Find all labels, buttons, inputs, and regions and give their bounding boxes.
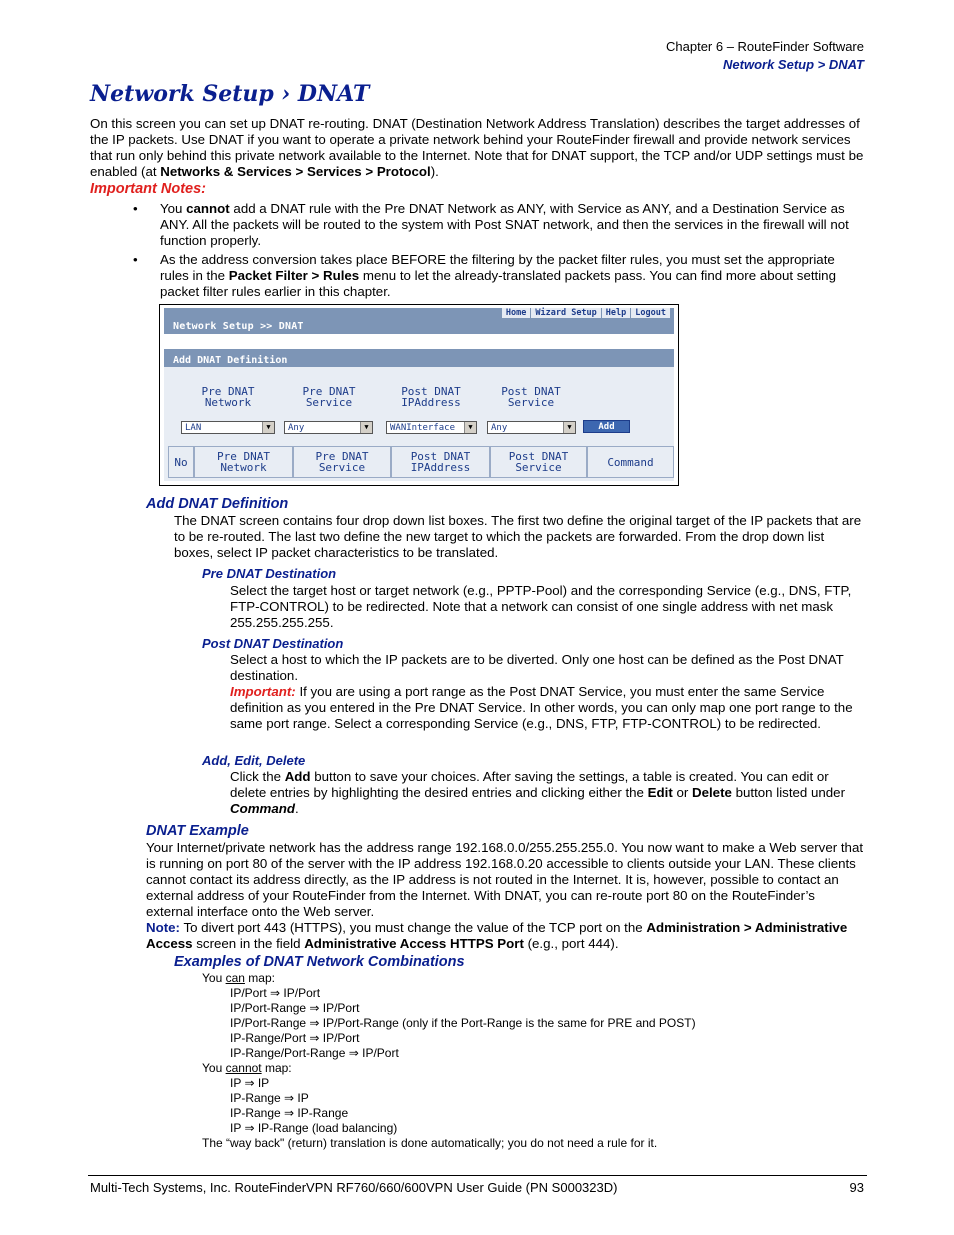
- chevron-down-icon: ▼: [360, 422, 372, 433]
- add-button[interactable]: Add: [583, 420, 630, 433]
- combinations-heading: Examples of DNAT Network Combinations: [174, 954, 465, 970]
- page-number: 93: [849, 1180, 864, 1195]
- column-header-no: No: [168, 446, 194, 478]
- chevron-down-icon: ▼: [563, 422, 575, 433]
- page-header-section: Network Setup > DNAT: [723, 57, 864, 72]
- list-item: IP/Port ⇒ IP/Port: [230, 986, 321, 1000]
- label-post-dnat-ipaddress: Post DNAT IPAddress: [401, 385, 461, 409]
- column-header-post-ipaddress: Post DNAT IPAddress: [391, 446, 490, 478]
- list-item: IP-Range/Port ⇒ IP/Port: [230, 1031, 360, 1045]
- list-item: • You cannot add a DNAT rule with the Pre DNAT Network as ANY, with Service as ANY, and a Destination Service as ANY. All the packets will be routed to the system with Post SNAT network, and then the services in the firewall will not function properly.: [133, 201, 849, 248]
- page-title: Network Setup › DNAT: [90, 81, 370, 107]
- list-item: IP/Port-Range ⇒ IP/Port-Range (only if the Port-Range is the same for PRE and POST): [230, 1016, 696, 1030]
- post-dnat-heading: Post DNAT Destination: [202, 636, 344, 651]
- column-header-pre-network: Pre DNAT Network: [194, 446, 293, 478]
- nav-home-link[interactable]: Home: [501, 308, 530, 318]
- combinations-list: You can map: IP/Port ⇒ IP/Port IP/Port-Range ⇒ IP/Port IP/Port-Range ⇒ IP/Port-Range (only if the Port-Range is the same for PRE and POST) IP-Range/Port ⇒ IP/Port IP-Range/Port-Range ⇒ IP/Port You cannot map: IP ⇒ IP IP-Range ⇒ IP IP-Range ⇒ IP-Range IP ⇒ IP-Range (load balancing) The “way back" (return) translation is done automatically; you do not need a rule for it.: [202, 971, 862, 1151]
- post-dnat-ipaddress-select[interactable]: WANInterface ▼: [386, 421, 477, 434]
- chevron-down-icon: ▼: [262, 422, 274, 433]
- important-notes-list: [130, 201, 866, 303]
- dnat-screenshot: [159, 304, 679, 486]
- pre-dnat-heading: Pre DNAT Destination: [202, 566, 337, 581]
- list-item: IP ⇒ IP: [230, 1076, 270, 1090]
- pre-dnat-paragraph: Select the target host or target network (e.g., PPTP-Pool) and the corresponding Service (e.g., DNS, FTP, FTP-CONTROL) to be redirected. Note that a network can consist of one single address with net mask 255.255.255.255.: [230, 583, 852, 630]
- footer-divider: [88, 1175, 867, 1176]
- chevron-down-icon: ▼: [464, 422, 476, 433]
- list-item: • As the address conversion takes place BEFORE the filtering by the packet filter rules, you must set the appropriate rules in the Packet Filter > Rules menu to let the already-translated packets pass. You can find more about setting packet filter rules earlier in this chapter.: [133, 252, 836, 299]
- add-edit-delete-heading: Add, Edit, Delete: [202, 753, 306, 768]
- list-item: IP-Range ⇒ IP: [230, 1091, 309, 1105]
- screenshot-breadcrumb: Network Setup >> DNAT: [173, 321, 304, 332]
- page-header-chapter: Chapter 6 – RouteFinder Software: [666, 39, 864, 54]
- wayback-note: The “way back" (return) translation is done automatically; you do not need a rule for it.: [202, 1136, 658, 1150]
- bullet-icon: •: [133, 252, 138, 267]
- intro-paragraph: On this screen you can set up DNAT re-routing. DNAT (Destination Network Address Translation) describes the target addresses of the IP packets. Use DNAT if you want to operate a private network behind your RouteFinder firewall and provide network services that run only behind this private network available to the Internet. Note that for DNAT support, the TCP and/or UDP settings must be enabled (at Networks & Services > Services > Protocol).: [90, 116, 864, 179]
- important-notes-heading: Important Notes:: [90, 181, 206, 197]
- bullet-icon: •: [133, 201, 138, 216]
- dnat-example-heading: DNAT Example: [146, 823, 249, 839]
- label-pre-dnat-service: Pre DNAT Service: [302, 385, 356, 409]
- column-header-post-service: Post DNAT Service: [490, 446, 587, 478]
- add-dnat-paragraph: The DNAT screen contains four drop down list boxes. The first two define the original target of the IP packets that are to be re-routed. The last two define the new target to which the packets are forwarded. From the drop down list boxes, select IP packet characteristics to be translated.: [174, 513, 862, 560]
- add-dnat-heading: Add DNAT Definition: [146, 496, 289, 512]
- screenshot-top-bar: [164, 308, 674, 334]
- pre-dnat-service-select[interactable]: Any ▼: [284, 421, 373, 434]
- add-edit-delete-paragraph: Click the Add button to save your choices. After saving the settings, a table is created. You can edit or delete entries by highlighting the desired entries and clicking either the Edit or Delete button listed under Command.: [230, 769, 846, 816]
- screenshot-nav: [501, 308, 670, 318]
- column-header-pre-service: Pre DNAT Service: [293, 446, 391, 478]
- pre-dnat-network-select[interactable]: LAN ▼: [181, 421, 275, 434]
- nav-logout-link[interactable]: Logout: [630, 308, 670, 318]
- post-dnat-service-select[interactable]: Any ▼: [487, 421, 576, 434]
- column-header-command: Command: [587, 446, 674, 478]
- footer-text: Multi-Tech Systems, Inc. RouteFinderVPN RF760/660/600VPN User Guide (PN S000323D): [90, 1180, 618, 1195]
- nav-help-link[interactable]: Help: [601, 308, 630, 318]
- add-dnat-panel-title: Add DNAT Definition: [164, 349, 674, 367]
- add-dnat-panel: [164, 349, 674, 481]
- dnat-example-paragraph: Your Internet/private network has the address range 192.168.0.0/255.255.255.0. You now want to make a Web server that is running on port 80 of the server with the IP address 192.168.0.20 accessible to clients outside your LAN. These clients cannot contact its address directly, as the IP address is not routed in the Internet. It is, however, possible to contact an external address of your RouteFinder from the Internet. With DNAT, you can re-route port 80 on the RouteFinder’s external interface onto the Web server. Note: To divert port 443 (HTTPS), you must change the value of the TCP port on the Administration > Administrative Access screen in the field Administrative Access HTTPS Port (e.g., port 444).: [146, 840, 864, 951]
- page-footer: [90, 1180, 864, 1196]
- label-pre-dnat-network: Pre DNAT Network: [201, 385, 255, 409]
- nav-wizard-link[interactable]: Wizard Setup: [530, 308, 600, 318]
- list-item: IP-Range ⇒ IP-Range: [230, 1106, 349, 1120]
- label-post-dnat-service: Post DNAT Service: [501, 385, 561, 409]
- list-item: IP/Port-Range ⇒ IP/Port: [230, 1001, 360, 1015]
- post-dnat-paragraph: Select a host to which the IP packets are to be diverted. Only one host can be defined as the Post DNAT destination. Important: If you are using a port range as the Post DNAT Service, you must enter the same Service definition as you entered in the Pre DNAT Service. In other words, you can only map one port range to the same port range. Select a corresponding Service (e.g., DNS, FTP, FTP-CONTROL) to be redirected.: [230, 652, 853, 731]
- list-item: IP-Range/Port-Range ⇒ IP/Port: [230, 1046, 399, 1060]
- list-item: IP ⇒ IP-Range (load balancing): [230, 1121, 398, 1135]
- dnat-rules-table-header: [168, 446, 674, 478]
